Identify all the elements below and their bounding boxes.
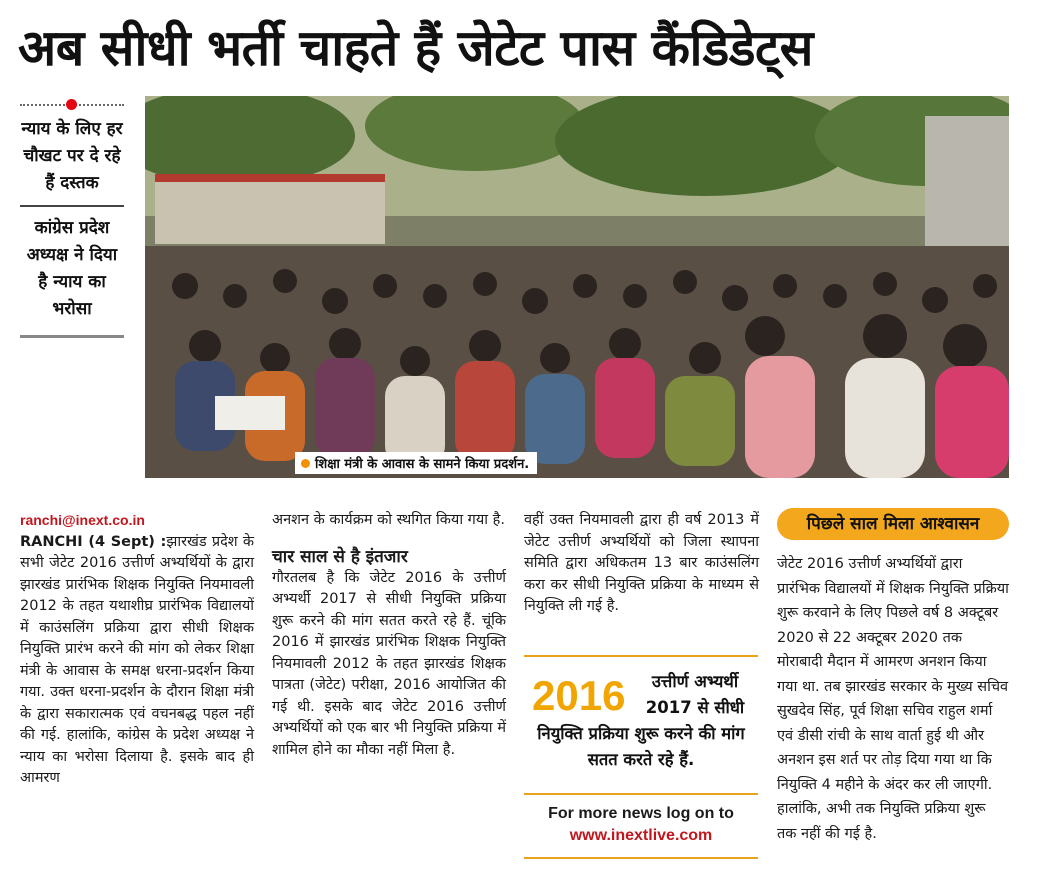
article-text-col2-top: अनशन के कार्यक्रम को स्थगित किया गया है. [272,512,505,528]
pull-quote-text-1: उत्तीर्ण अभ्यर्थी 2017 से सीधी [645,672,745,717]
sidebar-quote-2: कांग्रेस प्रदेश अध्यक्ष ने दिया है न्याय का भरोसा [26,218,118,319]
article-column-2 [272,510,506,761]
pull-quote-text-2: नियुक्ति प्रक्रिया शुरू करने की मांग सतत करते रहे हैं. [537,724,745,769]
caption-bullet-icon [301,459,310,468]
pull-quote-mid-rule [524,793,758,795]
sidebar-divider [20,205,124,207]
red-dot-icon [66,99,77,110]
sidebox-title: पिछले साल मिला आश्वासन [777,508,1009,540]
pull-quote [524,655,758,863]
caption-text: शिक्षा मंत्री के आवास के सामने किया प्रदर्शन. [315,457,530,472]
article-column-3 [524,510,759,618]
article-column-1 [20,510,254,790]
sidebar-end-rule [20,335,124,338]
subheading: चार साल से है इंतजार [272,546,408,567]
protest-photo [145,96,1009,478]
promo-block [524,803,758,847]
promo-url-link[interactable]: www.inextlive.com [569,827,713,844]
pull-quote-year: 2016 [532,672,626,719]
sidebox-text: जेटेट 2016 उत्तीर्ण अभ्यर्थियों द्वारा प्रारंभिक विद्यालयों में शिक्षक नियुक्ति प्रक्रिया शुरू करवाने के लिए पिछले वर्ष 8 अक्टूबर 2020 से 22 अक्टूबर 2020 तक मोराबादी मैदान में आमरण अनशन किया गया था. तब झारखंड सरकार के मुख्य सचिव सुखदेव सिंह, पूर्व शिक्षा सचिव राहुल शर्मा एवं डीसी रांची के साथ वार्ता हुई थी और अनशन इस शर्त पर तोड़ दिया गया था कि नियुक्ति 4 महीने के अंदर कर ली जाएगी. हालांकि, अभी तक नियुक्ति प्रक्रिया शुरू तक नहीं की गई है. [777,556,1009,842]
sidebar-quote-1: न्याय के लिए हर चौखट पर दे रहे हैं दस्तक [21,119,123,193]
pull-quote-bottom-rule [524,857,758,859]
headline: अब सीधी भर्ती चाहते हैं जेटेट पास कैंडिडेट्स [18,19,813,77]
sidebar-dotline [20,98,124,112]
protest-photo-illustration [145,96,1009,478]
photo-caption [295,452,537,474]
promo-line: For more news log on to [548,805,734,822]
sidebar [20,98,124,338]
article-text-col1: झारखंड प्रदेश के सभी जेटेट 2016 उत्तीर्ण अभ्यर्थियों के द्वारा झारखंड प्रारंभिक शिक्षक नियुक्ति नियमावली 2012 के तहत यथाशीघ्र प्रारंभिक विद्यालयों में काउंसलिंग प्रक्रिया द्वारा सीधी शिक्षक नियुक्ति प्रारंभ करने की मांग को लेकर शिक्षा मंत्री के आवास के समक्ष धरना-प्रदर्शन किया गया. उक्त धरना-प्रदर्शन के दौरान शिक्षा मंत्री के द्वारा सकारात्मक एवं वचनबद्ध पहल नहीं की गई. हालांकि, कांग्रेस के प्रदेश अध्यक्ष ने न्याय का भरोसा दिलाया है. इसके बाद ही आमरण [20,533,254,786]
pull-quote-top-rule [524,655,758,657]
article-text-col3: वहीं उक्त नियमावली द्वारा ही वर्ष 2013 में जेटेट उत्तीर्ण अभ्यर्थियों को जिला स्थापना समिति द्वारा अधिकतम 13 बार काउंसलिंग करा कर सीधी नियुक्ति प्रक्रिया के माध्यम से नियुक्ति ली गई है. [524,512,759,614]
reporter-email: ranchi@inext.co.in [20,512,145,528]
dateline: RANCHI (4 Sept) : [20,533,167,550]
article-text-col2-body: गौरतलब है कि जेटेट 2016 के उत्तीर्ण अभ्यर्थी 2017 से सीधी नियुक्ति प्रक्रिया शुरू करने की मांग सतत करते रहे हैं. चूंकि 2016 में झारखंड प्रारंभिक शिक्षक नियुक्ति नियमावली 2012 के तहत झारखंड शिक्षक पात्रता (जेटेट) परीक्षा, 2016 आयोजित की गई थी. इसके बाद जेटेट 2016 उत्तीर्ण अभ्यर्थियों को एक बार भी नियुक्ति प्रक्रिया में शामिल होने का मौका नहीं मिला है. [272,569,506,758]
